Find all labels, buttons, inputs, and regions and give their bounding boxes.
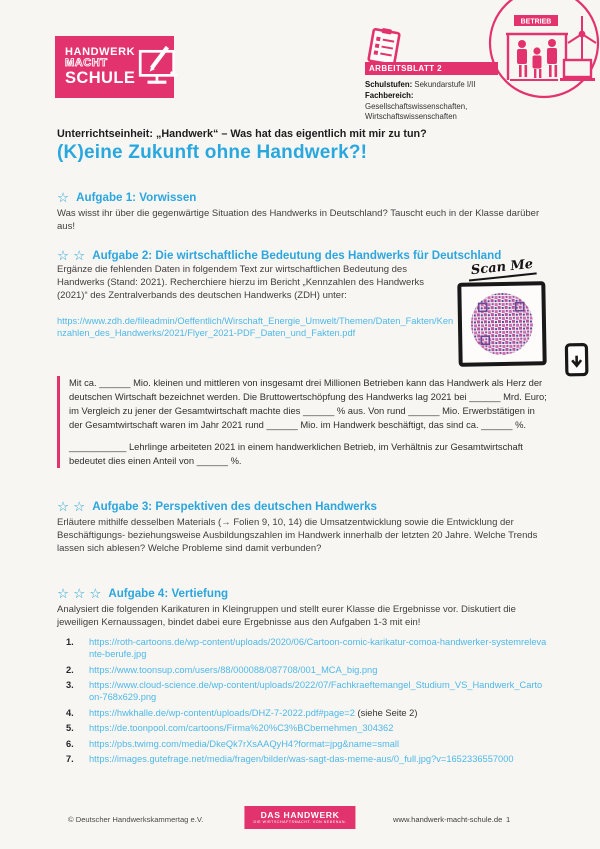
star-icon: ☆ — [73, 499, 86, 514]
cartoon-link-4[interactable]: https://hwkhalle.de/wp-content/uploads/DHZ-7-2022.pdf#page=2 (siehe Seite 2) — [89, 707, 418, 718]
betrieb-illustration — [484, 0, 600, 110]
task3-title: Aufgabe 3: Perspektiven des deutschen Handwerks — [92, 500, 378, 514]
handwerk-macht-schule-logo — [55, 36, 174, 98]
zdh-report-link[interactable]: https://www.zdh.de/fileadmin/Oeffentlich/Wirschaft_Energie_Umwelt/Themen/Daten_Fakten/Kennzahlen_des_Handwerks/2021/Flyer_2021-PDF_Daten_und_Fakten.pdf — [57, 316, 454, 338]
cartoon-link-7[interactable]: https://images.gutefrage.net/media/fragen/bilder/was-sagt-das-meme-aus/0_full.jpg?v=1652336557000 — [89, 754, 514, 764]
task2-title: Aufgabe 2: Die wirtschaftliche Bedeutung des Handwerks für Deutschland — [92, 249, 502, 263]
star-icon: ☆ — [57, 499, 70, 514]
cartoon-link-1[interactable]: https://roth-cartoons.de/wp-content/uploads/2020/06/Cartoon-comic-karikatur-comoa-handwerker-systemrelevante-berufe.jpg — [89, 637, 547, 659]
star-icon: ☆ — [73, 586, 86, 601]
qr-code-icon — [469, 291, 534, 356]
cartoon-link-2[interactable]: https://www.toonsup.com/users/88/000088/087708/001_MCA_big.png — [89, 664, 378, 675]
fachbereich-value-1: Gesellschaftswissenschaften, — [365, 101, 468, 111]
page-title: (K)eine Zukunft ohne Handwerk?! — [57, 142, 368, 163]
people-figures — [517, 39, 557, 78]
cartoon-link-3[interactable]: https://www.cloud-science.de/wp-content/uploads/2022/07/Fachkraeftemangel_Studium_VS_Handwerk_Cartoon-768x629.png — [89, 680, 543, 702]
worksheet-badge: ARBEITSBLATT 2 — [365, 62, 498, 75]
task4-body: Analysiert die folgenden Karikaturen in Kleingruppen und stellt eurer Klasse die Ergebnisse vor. Diskutiert die jeweiligen Kernaussagen, bindet dabei eure Ergebnisse aus den Aufgaben 1-3 mit ein! — [57, 604, 516, 628]
schulstufen-line — [365, 80, 476, 91]
das-handwerk-logo-subtitle: DIE WIRTSCHAFTSMACHT. VON NEBENAN. — [253, 820, 347, 825]
schulstufen-value: Sekundarstufe I/II — [412, 80, 476, 89]
task3-body: Erläutere mithilfe desselben Materials (→ Folien 9, 10, 14) die Umsatzentwicklung sowie die Entwicklung der Beschäftigungs- beziehungsweise Ausbildungszahlen im Handwerk innerhalb der letzten 20 Jahre. Welche Trends lassen sich ablesen? Welche Probleme sind damit verbunden? — [57, 517, 538, 554]
logo-word-3: SCHULE — [65, 68, 136, 87]
qr-block — [452, 258, 592, 366]
schulstufen-label: Schulstufen: — [365, 80, 413, 89]
cartoon-link-list — [57, 636, 547, 769]
logo-wordmark — [65, 47, 135, 87]
logo-word-1: HANDWERK — [65, 45, 136, 58]
das-handwerk-logo-title: DAS HANDWERK — [260, 810, 340, 820]
fill-in-the-blanks-box — [57, 376, 549, 468]
betrieb-sign-label: BETRIEB — [520, 18, 552, 26]
scan-me-label: Scan Me — [467, 256, 537, 281]
phone-icon — [564, 342, 589, 376]
qr-frame — [457, 281, 546, 367]
star-icon: ☆ — [89, 586, 102, 601]
task3-heading — [57, 500, 547, 514]
das-handwerk-logo — [244, 806, 355, 829]
task1-heading — [57, 191, 547, 205]
cartoon-link-6[interactable]: https://pbs.twimg.com/media/DkeQk7rXsAAQyH4?format=jpg&name=small — [89, 738, 400, 749]
logo-word-2: MACHT — [65, 57, 108, 70]
page-footer — [0, 802, 600, 836]
task1-title: Aufgabe 1: Vorwissen — [76, 191, 197, 205]
fill-paragraph-2: ___________ Lehrlinge arbeiteten 2021 in einem handwerklichen Betrieb, im Verhältnis zur Gesamtwirtschaft bedeutet dies einen Anteil von ______ %. — [69, 441, 523, 466]
page-number: 1 — [506, 815, 511, 824]
task1-body: Was wisst ihr über die gegenwärtige Situation des Handwerks in Deutschland? Tauscht euch in der Klasse darüber aus! — [57, 208, 540, 232]
task4-heading — [57, 587, 547, 601]
star-icon: ☆ — [57, 190, 70, 205]
fachbereich-label: Fachbereich: — [365, 90, 414, 100]
cartoon-link-5[interactable]: https://de.toonpool.com/cartoons/Firma%20%C3%BCbernehmen_304362 — [89, 723, 394, 733]
task4-title: Aufgabe 4: Vertiefung — [108, 587, 229, 601]
worksheet-meta — [365, 80, 476, 123]
unit-kicker: Unterrichtseinheit: „Handwerk“ – Was hat das eigentlich mit mir zu tun? — [57, 128, 427, 140]
star-icon: ☆ — [57, 248, 70, 263]
laptop-shape — [560, 60, 595, 80]
monitor-pencil-icon — [135, 44, 181, 90]
star-icon: ☆ — [73, 248, 86, 263]
star-icon: ☆ — [57, 586, 70, 601]
footer-website-link[interactable]: www.handwerk-macht-schule.de — [393, 815, 503, 824]
fill-paragraph-1: Mit ca. ______ Mio. kleinen und mittleren von insgesamt drei Millionen Betrieben kann das Handwerk als Herz der deutschen Wirtschaft bezeichnet werden. Die Bruttowertschöpfung des Handwerks lag 2021 bei ______ Mrd. Euro; im Vergleich zu jener der Gesamtwirtschaft machte dies ______ % aus. Von rund ______ Mio. Erwerbstätigen in der Gesamtwirtschaft waren im Jahr 2021 rund ______ Mio. im Handwerk beschäftigt, das sind ca. ______ %. — [69, 377, 547, 430]
task2-body: Ergänze die fehlenden Daten in folgendem Text zur wirtschaftlichen Bedeutung des Handwerks (Stand: 2021). Recherchiere hierzu im Bericht „Kennzahlen des Handwerks (2021)“ des Zentralverbands des deutschen Handwerks (ZDH) unter: — [57, 264, 424, 301]
footer-copyright: © Deutscher Handwerkskammertag e.V. — [68, 815, 204, 824]
fachbereich-value-2: Wirtschaftswissenschaften — [365, 112, 457, 122]
